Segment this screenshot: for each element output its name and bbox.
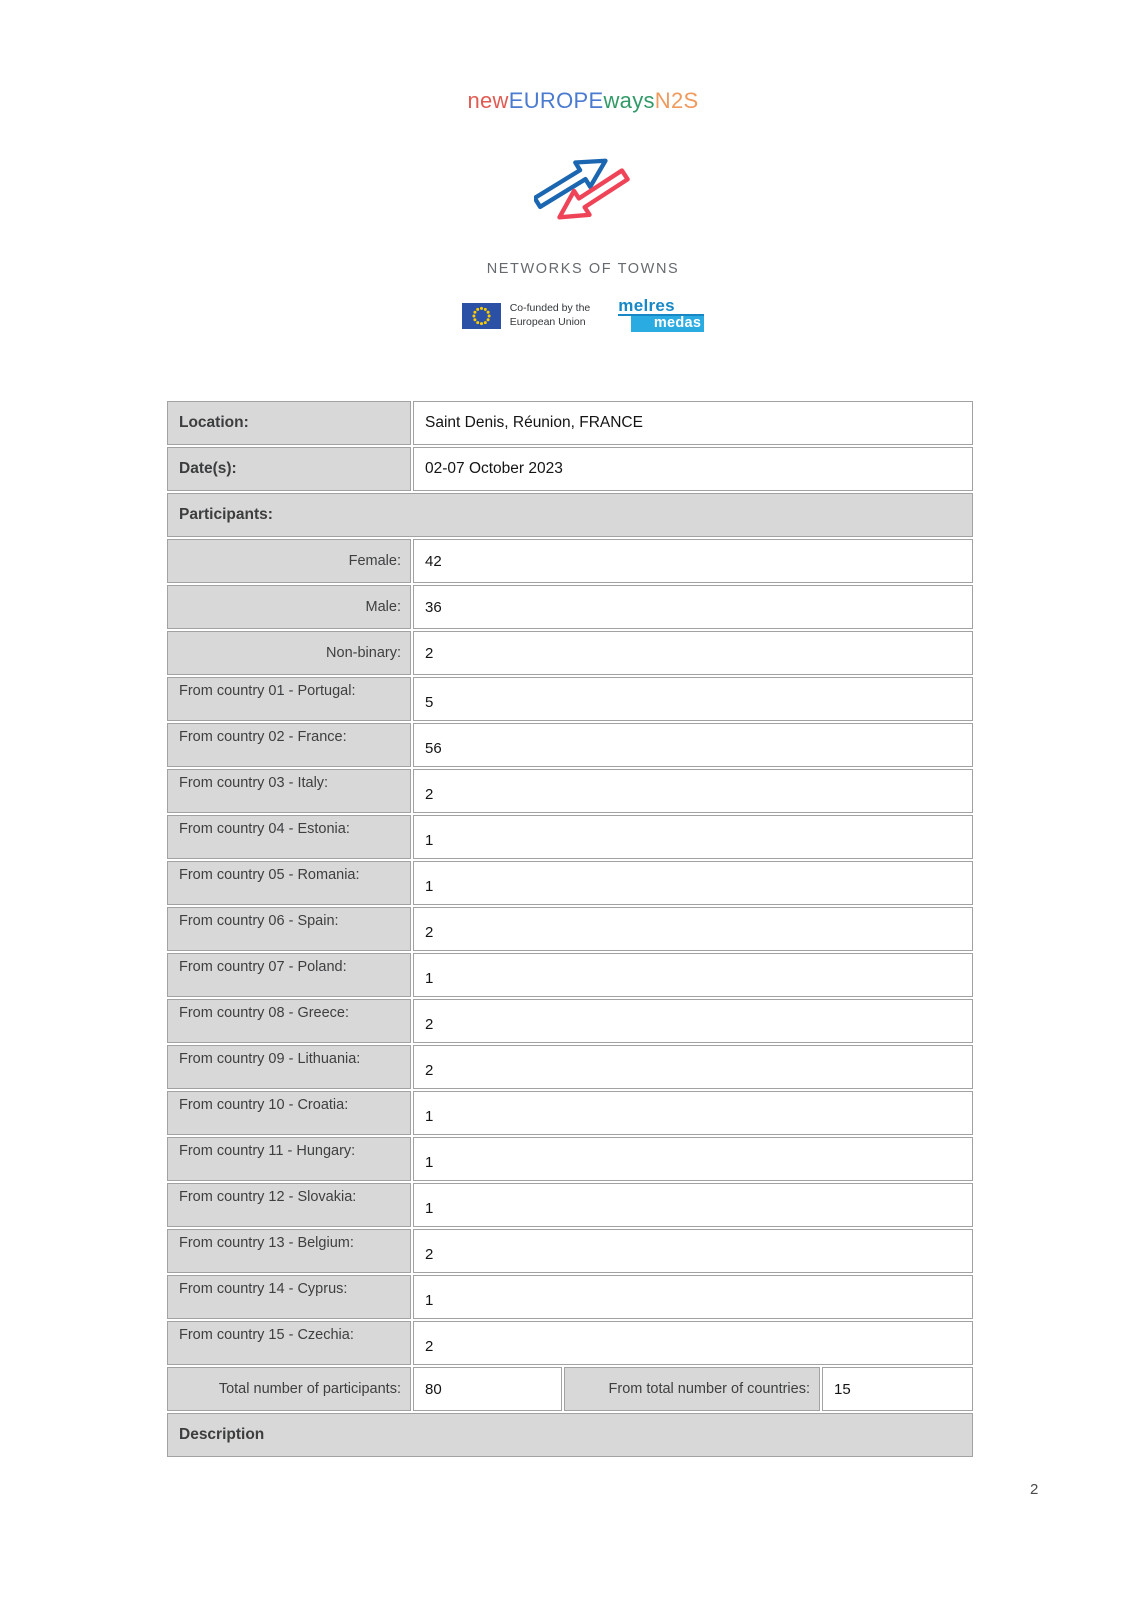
- total-participants-label: Total number of participants:: [167, 1367, 411, 1411]
- eu-star-icon: [484, 321, 487, 324]
- eu-star-icon: [480, 306, 483, 309]
- country-label: From country 11 - Hungary:: [167, 1137, 411, 1181]
- table-row: [167, 999, 973, 1043]
- country-label: From country 03 - Italy:: [167, 769, 411, 813]
- title-segment: EUROPE: [508, 88, 604, 113]
- country-value: 56: [413, 723, 973, 767]
- table-row: [167, 493, 973, 537]
- description-header: Description: [167, 1413, 973, 1457]
- country-label: From country 12 - Slovakia:: [167, 1183, 411, 1227]
- country-label: From country 09 - Lithuania:: [167, 1045, 411, 1089]
- country-value: 1: [413, 1183, 973, 1227]
- country-label: From country 02 - France:: [167, 723, 411, 767]
- eu-star-icon: [480, 322, 483, 325]
- country-label: From country 14 - Cyprus:: [167, 1275, 411, 1319]
- gender-value: 42: [413, 539, 973, 583]
- table-row: [167, 953, 973, 997]
- gender-value: 2: [413, 631, 973, 675]
- country-value: 1: [413, 1275, 973, 1319]
- table-row: [167, 723, 973, 767]
- eu-star-icon: [487, 314, 490, 317]
- country-label: From country 01 - Portugal:: [167, 677, 411, 721]
- table-row: [167, 1045, 973, 1089]
- total-countries-label: From total number of countries:: [564, 1367, 820, 1411]
- country-label: From country 06 - Spain:: [167, 907, 411, 951]
- page-number: 2: [1030, 1481, 1039, 1498]
- country-value: 1: [413, 815, 973, 859]
- title-segment: ways: [603, 88, 655, 113]
- title-segment: new: [467, 88, 509, 113]
- eu-star-icon: [473, 318, 476, 321]
- table-row: [167, 1091, 973, 1135]
- melres-medas-logo: [618, 296, 704, 332]
- country-label: From country 05 - Romania:: [167, 861, 411, 905]
- title-segment: N2S: [654, 88, 699, 113]
- eu-flag-icon: [462, 303, 501, 329]
- eu-star-icon: [472, 314, 475, 317]
- table-row: [167, 401, 973, 445]
- eu-cofunded-block: [462, 302, 591, 329]
- country-value: 2: [413, 769, 973, 813]
- document-header: [0, 0, 1142, 332]
- country-value: 1: [413, 861, 973, 905]
- melres-wordmark: melres: [618, 299, 704, 316]
- country-value: 5: [413, 677, 973, 721]
- country-label: From country 13 - Belgium:: [167, 1229, 411, 1273]
- eu-star-icon: [484, 307, 487, 310]
- country-value: 1: [413, 1137, 973, 1181]
- country-label: From country 15 - Czechia:: [167, 1321, 411, 1365]
- gender-label: Male:: [167, 585, 411, 629]
- crossed-arrows-icon: [534, 154, 632, 230]
- table-row: [167, 677, 973, 721]
- totals-row: [167, 1367, 973, 1411]
- country-label: From country 08 - Greece:: [167, 999, 411, 1043]
- dates-value: 02-07 October 2023: [413, 447, 973, 491]
- participants-header: Participants:: [167, 493, 973, 537]
- table-row: [167, 1275, 973, 1319]
- eu-star-icon: [473, 310, 476, 313]
- networks-of-towns-logo: [24, 154, 1142, 277]
- total-participants-value: 80: [413, 1367, 562, 1411]
- country-value: 2: [413, 907, 973, 951]
- location-value: Saint Denis, Réunion, FRANCE: [413, 401, 973, 445]
- sponsor-logos-row: [24, 296, 1142, 332]
- table-row: [167, 861, 973, 905]
- project-title: [24, 88, 1142, 114]
- country-value: 2: [413, 1321, 973, 1365]
- gender-label: Non-binary:: [167, 631, 411, 675]
- table-row: [167, 1137, 973, 1181]
- country-value: 1: [413, 953, 973, 997]
- table-row: [167, 539, 973, 583]
- event-details-table: [167, 401, 973, 1457]
- table-row: [167, 1413, 973, 1457]
- dates-label: Date(s):: [167, 447, 411, 491]
- country-value: 1: [413, 1091, 973, 1135]
- logo-caption: NETWORKS OF TOWNS: [486, 261, 680, 277]
- table-row: [167, 1183, 973, 1227]
- table-row: [167, 769, 973, 813]
- medas-wordmark: medas: [631, 316, 704, 332]
- eu-cofunded-label: Co-funded by the European Union: [509, 301, 591, 328]
- country-label: From country 10 - Croatia:: [167, 1091, 411, 1135]
- total-countries-value: 15: [822, 1367, 973, 1411]
- table-row: [167, 585, 973, 629]
- table-row: [167, 907, 973, 951]
- gender-value: 36: [413, 585, 973, 629]
- country-value: 2: [413, 1045, 973, 1089]
- table-row: [167, 447, 973, 491]
- eu-star-icon: [486, 310, 489, 313]
- eu-star-icon: [486, 318, 489, 321]
- location-label: Location:: [167, 401, 411, 445]
- table-row: [167, 631, 973, 675]
- table-row: [167, 1229, 973, 1273]
- eu-star-icon: [476, 321, 479, 324]
- gender-label: Female:: [167, 539, 411, 583]
- table-row: [167, 815, 973, 859]
- country-label: From country 04 - Estonia:: [167, 815, 411, 859]
- table-row: [167, 1321, 973, 1365]
- country-label: From country 07 - Poland:: [167, 953, 411, 997]
- country-value: 2: [413, 1229, 973, 1273]
- country-value: 2: [413, 999, 973, 1043]
- eu-star-icon: [476, 307, 479, 310]
